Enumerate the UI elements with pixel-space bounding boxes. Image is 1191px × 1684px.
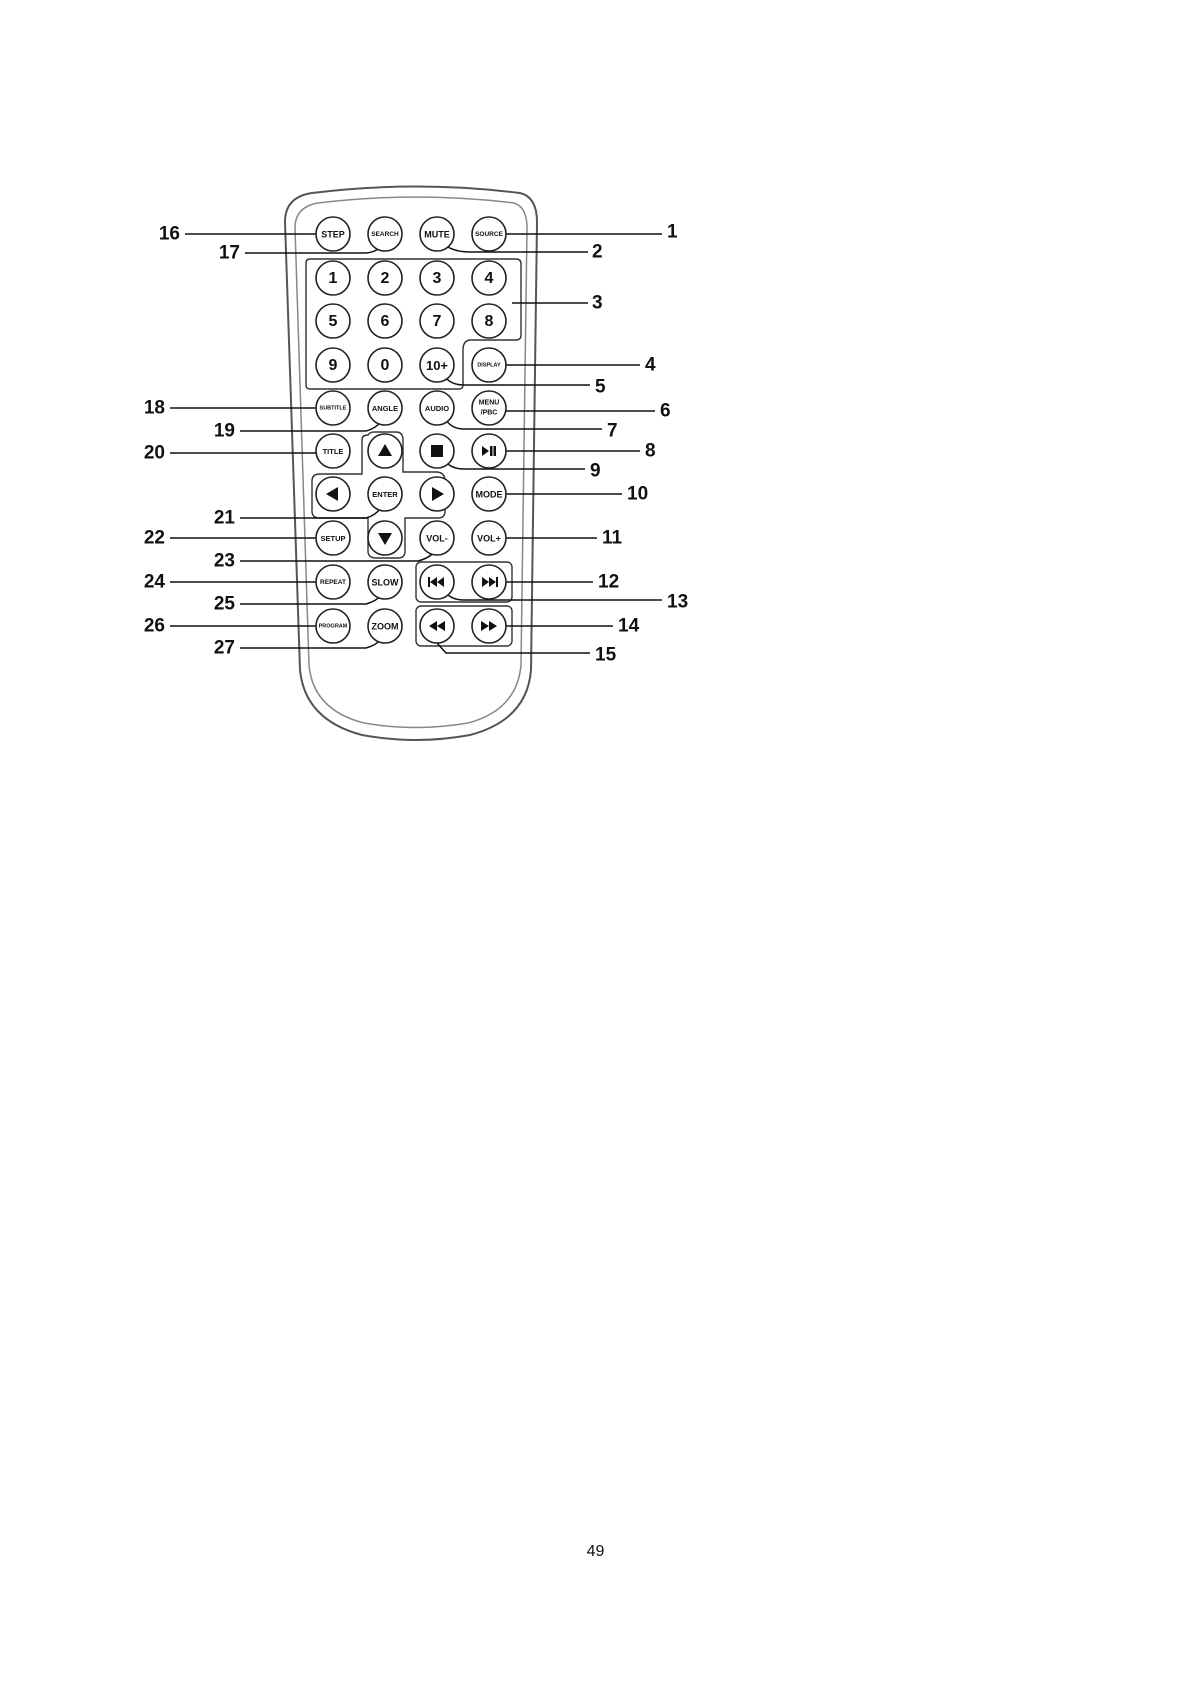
- vol-plus-button[interactable]: [472, 521, 506, 555]
- num-9-button[interactable]: [316, 348, 350, 382]
- num-5-button[interactable]: [316, 304, 350, 338]
- leader-line-21: [240, 506, 382, 518]
- button-label: 4: [484, 270, 494, 287]
- callout-number: 26: [143, 615, 165, 637]
- mode-button[interactable]: [472, 477, 506, 511]
- button-label: TITLE: [322, 447, 344, 456]
- num-8-button[interactable]: [472, 304, 506, 338]
- callout-number: 19: [213, 420, 235, 442]
- mute-button[interactable]: [420, 217, 454, 251]
- callout-number: 2: [592, 241, 603, 263]
- button-label: VOL-: [426, 533, 448, 544]
- num-0-button[interactable]: [368, 348, 402, 382]
- enter-button[interactable]: [368, 477, 402, 511]
- play-pause-button[interactable]: [472, 434, 506, 468]
- button-label: STEP: [321, 229, 345, 240]
- button-label: PROGRAM: [318, 623, 348, 630]
- button-label: 7: [432, 313, 442, 330]
- num-4-button[interactable]: [472, 261, 506, 295]
- num-1-button[interactable]: [316, 261, 350, 295]
- callout-number: 18: [143, 397, 165, 419]
- button-label: 8: [484, 313, 494, 330]
- num-7-button[interactable]: [420, 304, 454, 338]
- callout-number: 27: [213, 637, 235, 659]
- leader-line-19: [240, 420, 382, 431]
- callout-number: 25: [213, 593, 235, 615]
- slow-button[interactable]: [368, 565, 402, 599]
- callout-number: 9: [590, 460, 601, 482]
- callout-number: 8: [645, 440, 656, 462]
- right-button[interactable]: [420, 477, 454, 511]
- button-label: MUTE: [424, 229, 450, 240]
- leader-line-17: [245, 245, 382, 253]
- leader-line-15: [437, 643, 590, 653]
- callout-number: 21: [213, 507, 235, 529]
- leader-line-27: [240, 638, 382, 648]
- callout-number: 4: [645, 354, 656, 376]
- prev-button[interactable]: [420, 565, 454, 599]
- button-label: 9: [328, 357, 338, 374]
- button-label: 6: [380, 313, 390, 330]
- ten-plus-button[interactable]: [420, 348, 454, 382]
- button-label: REPEAT: [320, 579, 346, 586]
- callout-number: 5: [595, 376, 606, 398]
- num-6-button[interactable]: [368, 304, 402, 338]
- repeat-button[interactable]: [316, 565, 350, 599]
- button-label: SETUP: [320, 534, 346, 543]
- callout-number: 14: [618, 615, 640, 637]
- button-label: SUBTITLE: [319, 405, 347, 412]
- button-label: AUDIO: [424, 404, 450, 413]
- button-label: ENTER: [372, 490, 398, 499]
- callout-number: 24: [143, 571, 165, 593]
- num-2-button[interactable]: [368, 261, 402, 295]
- button-label: 2: [380, 270, 390, 287]
- callout-number: 20: [143, 442, 165, 464]
- callout-number: 6: [660, 400, 671, 422]
- button-label: SEARCH: [371, 231, 399, 238]
- button-label: SLOW: [371, 577, 399, 588]
- program-button[interactable]: [316, 609, 350, 643]
- callout-number: 15: [595, 644, 617, 666]
- button-label: 0: [380, 357, 390, 374]
- rewind-button[interactable]: [420, 609, 454, 643]
- fast-forward-button[interactable]: [472, 609, 506, 643]
- angle-button[interactable]: [368, 391, 402, 425]
- button-label: 10+: [425, 358, 449, 373]
- callout-number: 16: [158, 223, 180, 245]
- audio-button[interactable]: [420, 391, 454, 425]
- callout-number: 12: [598, 571, 620, 593]
- button-label: 3: [432, 270, 442, 287]
- setup-button[interactable]: [316, 521, 350, 555]
- zoom-button[interactable]: [368, 609, 402, 643]
- callout-number: 1: [667, 221, 678, 243]
- up-button[interactable]: [368, 434, 402, 468]
- vol-minus-button[interactable]: [420, 521, 454, 555]
- title-button[interactable]: [316, 434, 350, 468]
- callout-number: 3: [592, 292, 603, 314]
- step-button[interactable]: [316, 217, 350, 251]
- callout-number: 11: [602, 527, 623, 549]
- stop-button[interactable]: [420, 434, 454, 468]
- down-button[interactable]: [368, 521, 402, 555]
- button-label: 1: [328, 270, 338, 287]
- callout-number: 23: [213, 550, 235, 572]
- stop-icon: [431, 445, 443, 457]
- button-label-line-1: MENU: [478, 399, 500, 407]
- search-button[interactable]: [368, 217, 402, 251]
- leader-line-25: [240, 594, 382, 604]
- button-label: DISPLAY: [477, 362, 501, 369]
- callout-number: 13: [667, 591, 689, 613]
- left-button[interactable]: [316, 477, 350, 511]
- button-label: ZOOM: [371, 621, 399, 632]
- leader-line-2: [446, 246, 588, 252]
- callout-number: 7: [607, 420, 618, 442]
- display-button[interactable]: [472, 348, 506, 382]
- button-label: ANGLE: [371, 404, 399, 413]
- button-label: MODE: [475, 489, 503, 500]
- callout-number: 10: [627, 483, 649, 505]
- button-label: SOURCE: [475, 231, 503, 238]
- page-number: 49: [586, 1543, 605, 1560]
- leader-line-9: [446, 462, 585, 469]
- leader-line-5: [446, 378, 590, 385]
- button-label: 5: [328, 313, 338, 330]
- callout-number: 17: [218, 242, 240, 264]
- button-label: VOL+: [477, 533, 501, 544]
- menu-pbc-button[interactable]: [472, 391, 506, 425]
- callout-number: 22: [143, 527, 165, 549]
- num-3-button[interactable]: [420, 261, 454, 295]
- subtitle-button[interactable]: [316, 391, 350, 425]
- button-label-line-2: /PBC: [480, 409, 498, 417]
- remote-buttons: [316, 217, 506, 643]
- source-button[interactable]: [472, 217, 506, 251]
- button-ring: [472, 391, 506, 425]
- next-button[interactable]: [472, 565, 506, 599]
